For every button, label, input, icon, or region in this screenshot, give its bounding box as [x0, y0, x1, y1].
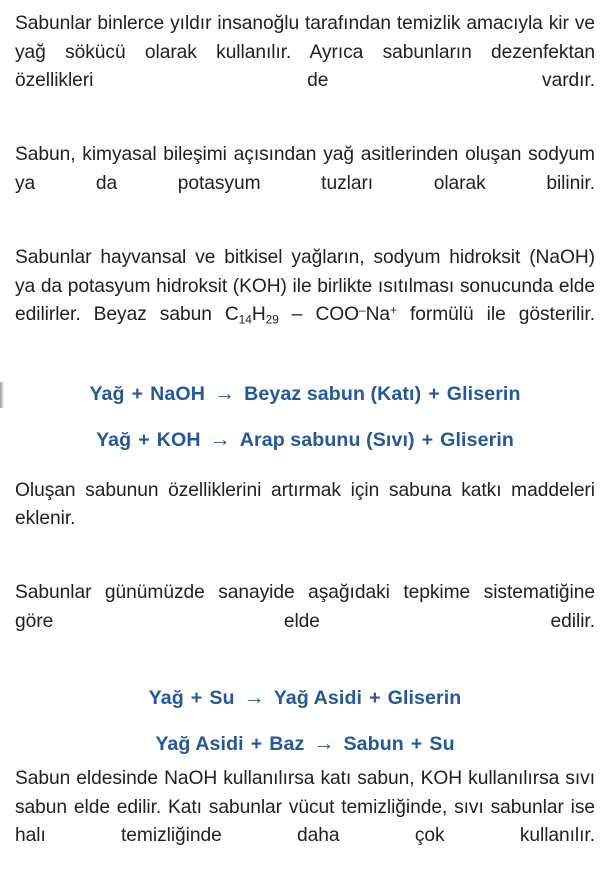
equation-naoh — [15, 377, 595, 411]
formula-superscript-plus: + — [390, 303, 397, 318]
equation-spacer — [15, 715, 595, 727]
equation-product-gliserin: Gliserin — [446, 382, 521, 405]
formula-element-na: Na — [365, 304, 391, 326]
equation-koh — [15, 423, 595, 457]
equation-product-arap-sabunu: Arap sabunu (Sıvı) — [239, 428, 415, 451]
equation-reactant-yag-asidi: Yağ Asidi — [155, 733, 244, 756]
equation-reactant-naoh: NaOH — [150, 382, 206, 405]
equation-reactant-baz: Baz — [269, 733, 305, 756]
page-edge-artifact — [0, 382, 4, 408]
equation-plus-operator: + — [428, 382, 440, 405]
equation-product-yag-asidi: Yağ Asidi — [273, 687, 363, 710]
equation-plus-operator: + — [369, 687, 381, 710]
paragraph-conclusion: Sabun eldesinde NaOH kullanılırsa katı sabun, KOH kullanılırsa sıvı sabun elde edilir. Katı sabunlar vücut temizliğinde, sıvı sabunlar ise halı temizliğinde daha çok kullanılır. — [15, 768, 595, 847]
equation-hydrolysis — [15, 681, 595, 715]
equation-group-industrial — [15, 681, 595, 761]
equation-plus-operator: + — [131, 382, 144, 405]
equation-reactant-yag: Yağ — [148, 687, 184, 710]
equation-reactant-su: Su — [209, 687, 235, 710]
reaction-arrow-icon: → — [243, 686, 265, 710]
reaction-arrow-icon: → — [313, 732, 335, 756]
equation-product-gliserin: Gliserin — [440, 428, 514, 451]
paragraph-intro: Sabunlar binlerce yıldır insanoğlu tarafından temizlik amacıyla kir ve yağ sökücü olarak kullanılır. Ayrıca sabunların dezenfektan özellikleri de vardır. — [15, 13, 595, 92]
paragraph-chemical-composition: Sabun, kimyasal bileşimi açısından yağ asitlerinden oluşan sodyum ya da potasyum tuzları olarak bilinir. — [15, 144, 595, 194]
formula-text-lead: Sabunlar hayvansal ve bitkisel yağların, sodyum hidroksit (NaOH) ya da potasyum hidroksit (KOH) ile birlikte ısıtılması sonucunda elde edilirler. Beyaz sabun C — [15, 247, 595, 326]
equation-reactant-yag: Yağ — [96, 428, 132, 451]
formula-coo-group: – COO — [278, 304, 360, 326]
equation-product-su: Su — [429, 733, 455, 756]
equation-plus-operator: + — [138, 428, 150, 451]
equation-plus-operator: + — [421, 428, 434, 451]
equation-plus-operator: + — [190, 687, 203, 710]
equation-product-beyaz-sabun: Beyaz sabun (Katı) — [244, 382, 422, 405]
equation-group-saponification — [15, 377, 595, 457]
reaction-arrow-icon: → — [214, 381, 236, 405]
formula-subscript-14: 14 — [238, 312, 252, 327]
equation-reactant-koh: KOH — [156, 428, 201, 451]
paragraph-industrial-method: Sabunlar günümüzde sanayide aşağıdaki tepkime sistematiğine göre elde edilir. — [15, 582, 595, 632]
equation-product-sabun: Sabun — [343, 733, 404, 756]
paragraph-production-formula — [15, 244, 595, 358]
formula-superscript-minus: – — [359, 303, 366, 318]
equation-neutralization — [15, 727, 595, 761]
equation-product-gliserin: Gliserin — [387, 687, 462, 710]
formula-subscript-29: 29 — [265, 312, 279, 327]
equation-plus-operator: + — [410, 733, 423, 756]
paragraph-additives: Oluşan sabunun özelliklerini artırmak için sabuna katkı maddeleri eklenir. — [15, 479, 595, 530]
formula-element-h: H — [251, 304, 266, 326]
reaction-arrow-icon: → — [209, 427, 231, 451]
equation-reactant-yag: Yağ — [89, 382, 125, 405]
section-spacer — [15, 457, 595, 477]
equation-spacer — [15, 411, 595, 423]
formula-text-trail: formülü ile gösterilir. — [396, 304, 595, 326]
equation-plus-operator: + — [250, 733, 263, 756]
